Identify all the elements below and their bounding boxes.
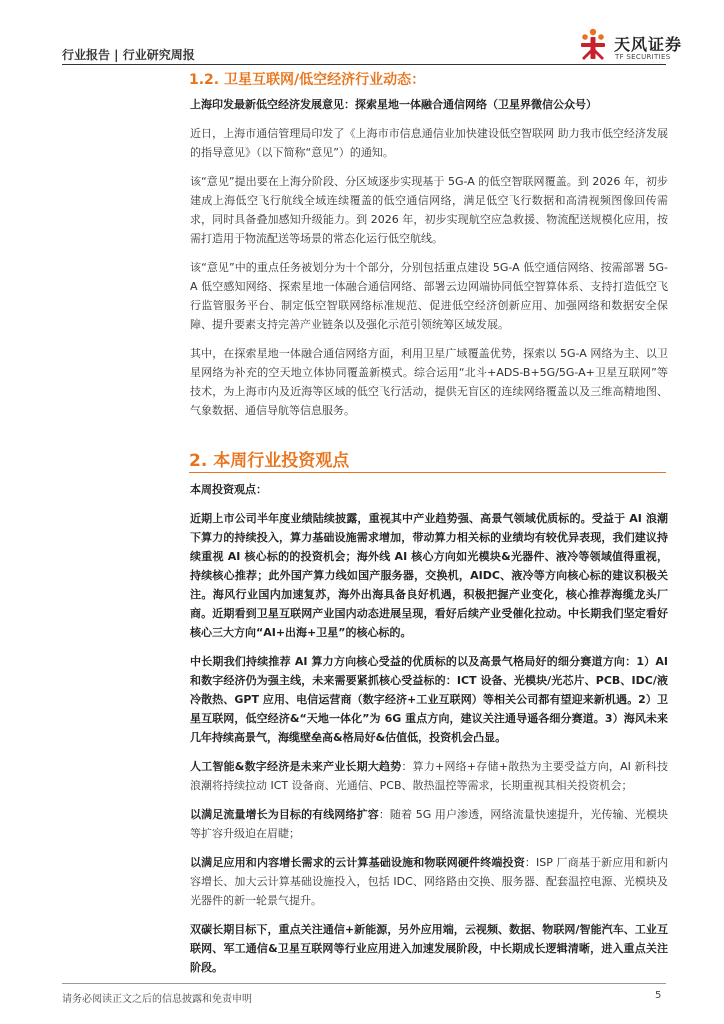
theme-text: ：ISP 厂商基于新应用和新内容增长、加大云计算基础设施投入，包括 IDC、网络路由交换、服务器、配套温控电源、光模块及光器件的新一轮景气提升。: [190, 856, 668, 907]
news-item-block: [190, 95, 668, 420]
footer-divider: [62, 983, 666, 984]
section-2-underline: [189, 472, 666, 473]
investment-summary: 近期上市公司半年度业绩陆续披露，重视其中产业趋势强、高景气领域优质标的。受益于 AI 浪潮下算力的持续投入，算力基础设施需求增加，带动算力相关标的业绩均有较优异表现，我们建议持续重视 AI 核心标的的投资机会；海外线 AI 核心方向如光模块&光器件、液冷等领域值得重视，持续核心推荐；此外国产算力线如国产服务器，交换机，AIDC、液冷等方向核心标的建议积极关注。海风行业国内加速复苏，海外出海具备良好机遇，积极把握产业变化，核心推荐海缆龙头厂商。近期看到卫星互联网产业国内动态进展呈现，看好后续产业受催化拉动。中长期我们坚定看好核心三大方向“AI+出海+卫星”的核心标的。: [190, 512, 668, 639]
closing-paragraph: 双碳长期目标下，重点关注通信+新能源，另外应用端，云视频、数据、物联网/智能汽车、工业互联网、军工通信&卫星互联网等行业应用进入加速发展阶段，中长期成长逻辑清晰，进入重点关注阶段。: [190, 923, 668, 974]
long-term-recommendation: 中长期我们持续推荐 AI 算力方向核心受益的优质标的以及高景气格局好的细分赛道方向：1）AI 和数字经济仍为强主线，未来需要紧抓核心受益标的：ICT 设备、光模块/光芯片、PCB、IDC/液冷散热、GPT 应用、电信运营商（数字经济+工业互联网）等相关公司都有望迎来新机遇。2）卫星互联网，低空经济&“天地一体化”为 6G 重点方向，建议关注通导遥各细分赛道。3）海风未来几年持续高景气，海缆壁垒高&格局好&估值低，投资机会凸显。: [190, 655, 668, 744]
news-paragraph: 其中，在探索星地一体融合通信网络方面，利用卫星广域覆盖优势，探索以 5G-A 网络为主、以卫星网络为补充的空天地立体协同覆盖新模式。综合运用“北斗+ADS-B+5G/5G-A+卫星互联网”等技术，为上海市内及近海等区域的低空飞行活动，提供无盲区的连续网络覆盖以及三维高精地图、气象数据、通信导航等信息服务。: [190, 347, 668, 417]
news-paragraph: 该“意见”中的重点任务被划分为十个部分，分别包括重点建设 5G-A 低空通信网络、按需部署 5G-A 低空感知网络、探索星地一体融合通信网络、部署云边网端协同低空智算体系、支持打造低空飞行监管服务平台、制定低空智联网络标准规范、促进低空经济创新应用、加强网络和数据安全保障、提升要素支持完善产业链条以及强化示范引领统筹区域发展。: [190, 261, 668, 331]
investment-view-block: [190, 480, 668, 977]
theme-paragraph: [190, 757, 668, 795]
section-2-heading: 2. 本周行业投资观点: [189, 451, 350, 471]
page-number: 5: [655, 990, 662, 1001]
news-paragraph: 近日，上海市通信管理局印发了《上海市市信息通信业加快建设低空智联网 助力我市低空经济发展的指导意见》（以下简称“意见”）的通知。: [190, 127, 668, 159]
theme-title: 以满足应用和内容增长需求的云计算基础设施和物联网硬件终端投资: [190, 856, 525, 869]
theme-text: ：算力+网络+存储+散热为主要受益方向，AI 新科技浪潮将持续拉动 ICT 设备商、光通信、PCB、散热温控等需求，长期重视其相关投资机会；: [190, 760, 668, 792]
logo-english-name: TF SECURITIES: [615, 53, 671, 61]
theme-text: ：随着 5G 用户渗透，网络流量快速提升，光传输、光模块等扩容升级迫在眉睫；: [190, 808, 669, 840]
theme-title: 人工智能&数字经济是未来产业长期大趋势: [190, 760, 402, 773]
theme-title: 以满足流量增长为目标的有线网络扩容: [190, 808, 379, 821]
theme-paragraph: [190, 805, 668, 843]
theme-paragraph: [190, 853, 668, 910]
tf-securities-logo: [578, 28, 683, 68]
investment-view-label: 本周投资观点：: [190, 483, 267, 496]
tf-logo-mark-icon: [578, 28, 608, 62]
logo-chinese-name: 天风证券: [614, 35, 683, 54]
report-type-label: 行业报告 | 行业研究周报: [62, 48, 195, 62]
news-title: 上海印发最新低空经济发展意见：探索星地一体融合通信网络（卫星界微信公众号）: [190, 98, 597, 111]
section-1-2-heading: 1.2. 卫星互联网/低空经济行业动态：: [189, 72, 426, 88]
header-divider: [62, 64, 666, 65]
news-paragraph: 该“意见”提出要在上海分阶段、分区域逐步实现基于 5G-A 的低空智联网覆盖。到 2026 年，初步建成上海低空飞行航线全域连续覆盖的低空通信网络，满足低空飞行数据和高清视频图像回传需求，同时具备叠加感知升级能力。到 2026 年，初步实现航空应急救援、物流配送规模化应用，按需打造用于物流配送等场景的常态化运行低空航线。: [190, 175, 668, 245]
disclaimer-text: 请务必阅读正文之后的信息披露和免责申明: [62, 994, 252, 1005]
